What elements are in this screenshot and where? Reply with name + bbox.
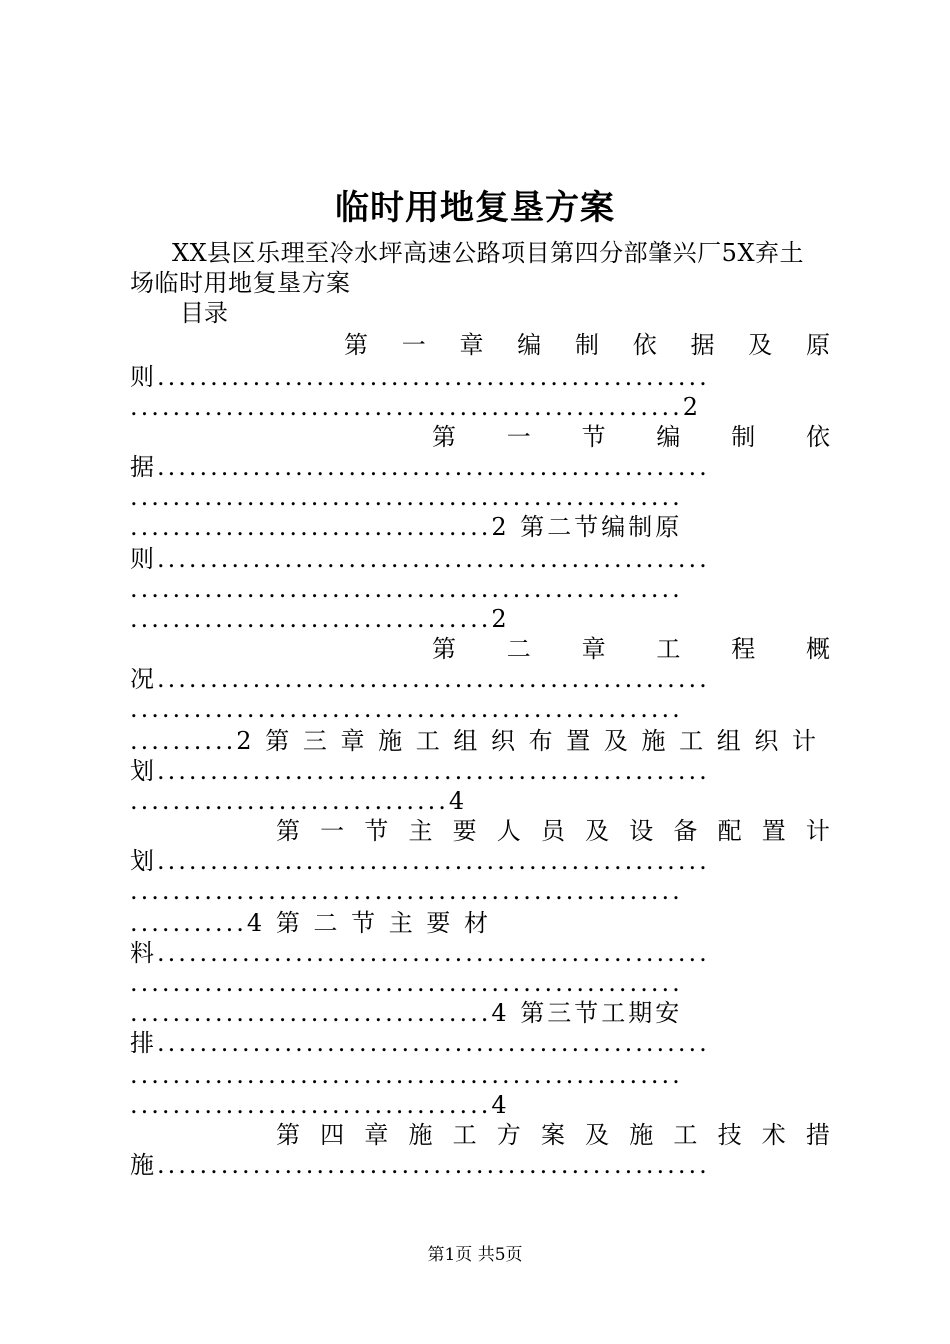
toc-line: 据....................................................: [130, 453, 710, 481]
toc-line-word: 设: [629, 817, 654, 845]
toc-line: [344, 330, 830, 360]
toc-line: 况....................................................: [130, 665, 710, 693]
toc-line-word: 术: [761, 1121, 786, 1149]
toc-line-word: 一: [506, 423, 531, 451]
toc-line: ....................................................: [130, 877, 683, 905]
toc-line-word: 及: [748, 331, 773, 359]
toc-line-word: 工: [452, 1121, 477, 1149]
toc-line-word: 节: [581, 423, 606, 451]
toc-line-word: 一: [320, 817, 345, 845]
toc-line-word: 主: [408, 817, 433, 845]
document-title: 临时用地复垦方案: [335, 188, 615, 228]
toc-line: 料....................................................: [130, 939, 710, 967]
toc-line-word: 第: [276, 1121, 300, 1149]
toc-heading: 目录: [180, 299, 228, 327]
toc-line: [432, 422, 830, 452]
toc-line-word: 第: [344, 331, 368, 359]
toc-line-word: 章: [581, 635, 606, 663]
toc-line-word: 第: [432, 635, 456, 663]
toc-line-word: 编: [656, 423, 681, 451]
toc-line: ....................................................: [130, 575, 683, 603]
toc-line-word: 制: [731, 423, 756, 451]
toc-line-word: 方: [496, 1121, 521, 1149]
toc-line-word: 依: [632, 331, 657, 359]
toc-line: 划....................................................: [130, 847, 710, 875]
toc-line-word: 第: [432, 423, 456, 451]
toc-line: ..................................4 第三节工期安: [130, 999, 683, 1027]
toc-line-word: 制: [575, 331, 599, 359]
toc-line-word: 章: [459, 331, 484, 359]
toc-line: ....................................................: [130, 483, 683, 511]
toc-line-word: 及: [585, 1121, 610, 1149]
toc-line-word: 案: [540, 1121, 565, 1149]
toc-line: 则....................................................: [130, 363, 710, 391]
toc-line-word: 据: [690, 331, 715, 359]
toc-line: ..................................2: [130, 605, 510, 633]
document-subtitle-line2: 场临时用地复垦方案: [130, 269, 351, 297]
toc-line-word: 原: [806, 331, 830, 359]
toc-line: 则....................................................: [130, 545, 710, 573]
toc-line: 划....................................................: [130, 757, 710, 785]
toc-line-word: 要: [452, 817, 477, 845]
toc-line-word: 第: [276, 817, 300, 845]
toc-line: ..............................4: [130, 787, 468, 815]
toc-line: 施....................................................: [130, 1151, 710, 1179]
toc-line-word: 工: [673, 1121, 698, 1149]
toc-line: ....................................................: [130, 1061, 683, 1089]
toc-line: ..........2 第 三 章 施 工 组 织 布 置 及 施 工 组 织 计: [130, 727, 819, 755]
toc-line: ..................................4: [130, 1091, 510, 1119]
toc-line-word: 四: [320, 1121, 345, 1149]
toc-line-word: 施: [408, 1121, 433, 1149]
toc-line-word: 技: [717, 1121, 742, 1149]
toc-line: [432, 634, 830, 664]
toc-line-word: 备: [673, 817, 698, 845]
toc-line: ....................................................: [130, 969, 683, 997]
toc-line: [276, 816, 830, 846]
toc-line: ...........4 第 二 节 主 要 材: [130, 909, 491, 937]
toc-line: [276, 1120, 830, 1150]
toc-line-word: 人: [496, 817, 521, 845]
toc-line-word: 概: [805, 635, 830, 663]
toc-line-word: 及: [585, 817, 610, 845]
toc-line-word: 编: [517, 331, 542, 359]
toc-line-word: 置: [761, 817, 786, 845]
toc-line-word: 一: [401, 331, 426, 359]
toc-line-word: 计: [805, 817, 830, 845]
toc-line-word: 依: [805, 423, 830, 451]
toc-line-word: 二: [506, 635, 531, 663]
toc-line: 排....................................................: [130, 1029, 710, 1057]
page-footer: 第1页 共5页: [427, 1245, 523, 1265]
toc-line: ....................................................2: [130, 393, 701, 421]
toc-line-word: 配: [717, 817, 742, 845]
toc-line-word: 程: [731, 635, 756, 663]
toc-line-word: 员: [540, 817, 565, 845]
toc-line-word: 章: [364, 1121, 389, 1149]
toc-line-word: 施: [629, 1121, 654, 1149]
toc-line-word: 工: [656, 635, 681, 663]
document-subtitle-line1: XX县区乐理至冷水坪高速公路项目第四分部肇兴厂5X弃土: [172, 239, 805, 267]
toc-line: ..................................2 第二节编制原: [130, 513, 683, 541]
toc-line-word: 措: [805, 1121, 830, 1149]
toc-line: ....................................................: [130, 695, 683, 723]
toc-line-word: 节: [364, 817, 389, 845]
